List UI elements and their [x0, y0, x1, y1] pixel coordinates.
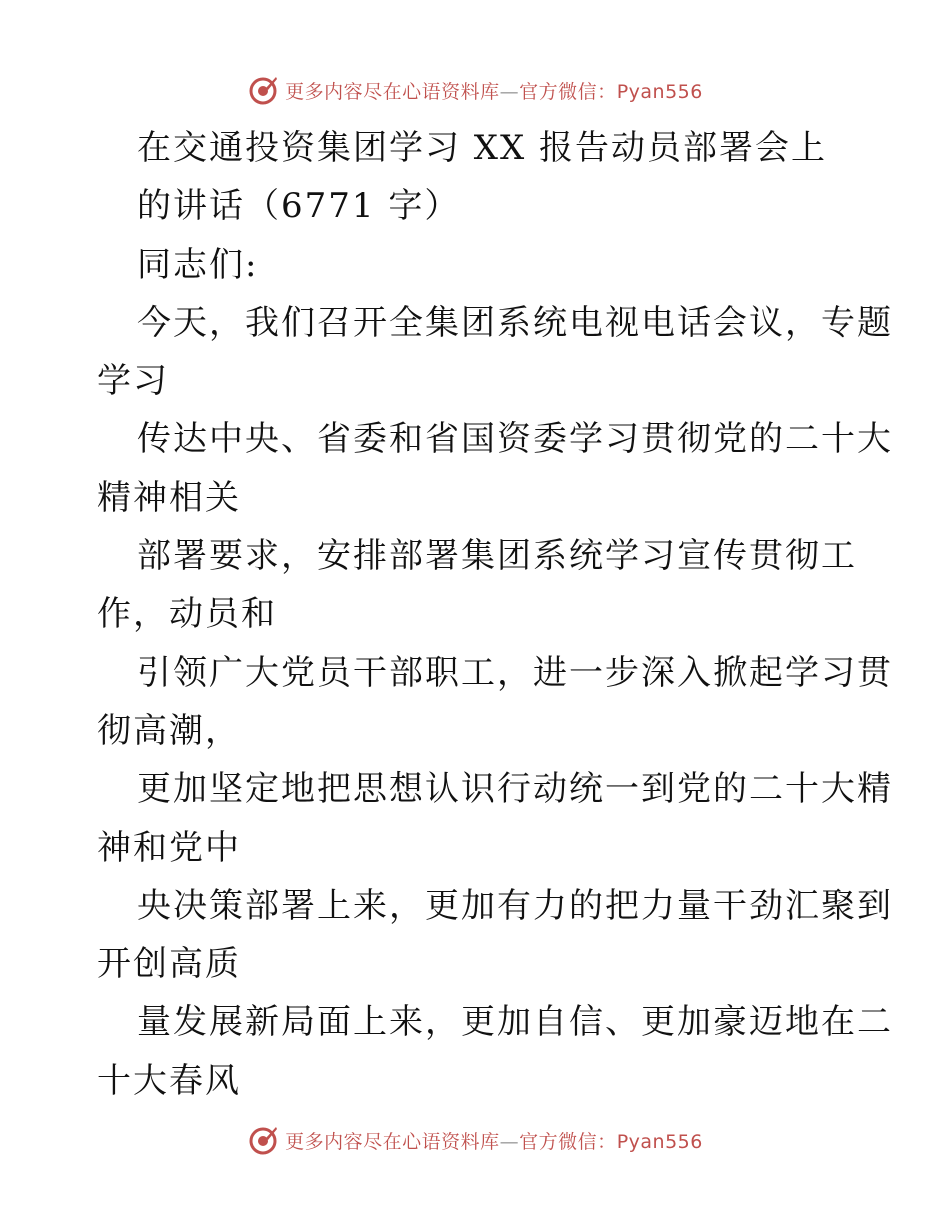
text-line: 的讲话（6771 字）	[137, 186, 461, 227]
quill-seal-icon	[247, 1124, 279, 1156]
watermark-separator: —	[499, 80, 520, 103]
quill-seal-icon	[247, 74, 279, 106]
text-line: 彻高潮，	[97, 710, 241, 751]
text-line: 引领广大党员干部职工，进一步深入掀起学习贯	[137, 652, 893, 693]
text-line: 今天，我们召开全集团系统电视电话会议，专题	[137, 302, 893, 343]
watermark-main-text: 更多内容尽在心语资料库	[285, 1130, 500, 1153]
header-watermark-banner	[0, 70, 950, 110]
watermark-wechat-label: 官方微信：	[519, 80, 617, 103]
watermark-wechat-label: 官方微信：	[519, 1130, 617, 1153]
text-line: 更加坚定地把思想认识行动统一到党的二十大精	[137, 769, 893, 810]
watermark-wechat-id: Pyan556	[616, 1130, 703, 1153]
document-body	[97, 119, 893, 1110]
text-line: 同志们:	[137, 244, 259, 285]
text-line: 在交通投资集团学习 XX 报告动员部署会上	[137, 128, 828, 168]
text-line: 央决策部署上来，更加有力的把力量干劲汇聚到	[137, 885, 893, 926]
watermark-main-text: 更多内容尽在心语资料库	[285, 80, 500, 103]
watermark-wechat-id: Pyan556	[616, 80, 703, 103]
text-line: 量发展新局面上来，更加自信、更加豪迈地在二	[137, 1002, 893, 1043]
watermark-text	[285, 77, 703, 104]
text-line: 精神相关	[97, 477, 241, 518]
text-line: 部署要求，安排部署集团系统学习宣传贯彻工	[137, 536, 857, 577]
text-line: 作，动员和	[97, 594, 277, 635]
watermark-separator: —	[499, 1130, 520, 1153]
footer-watermark-banner	[0, 1120, 950, 1160]
text-line: 传达中央、省委和省国资委学习贯彻党的二十大	[137, 419, 893, 460]
watermark-text	[285, 1127, 703, 1154]
text-line: 神和党中	[97, 827, 241, 868]
text-line: 十大春风	[97, 1060, 241, 1101]
text-line: 开创高质	[97, 944, 241, 985]
text-line: 学习	[97, 361, 169, 402]
